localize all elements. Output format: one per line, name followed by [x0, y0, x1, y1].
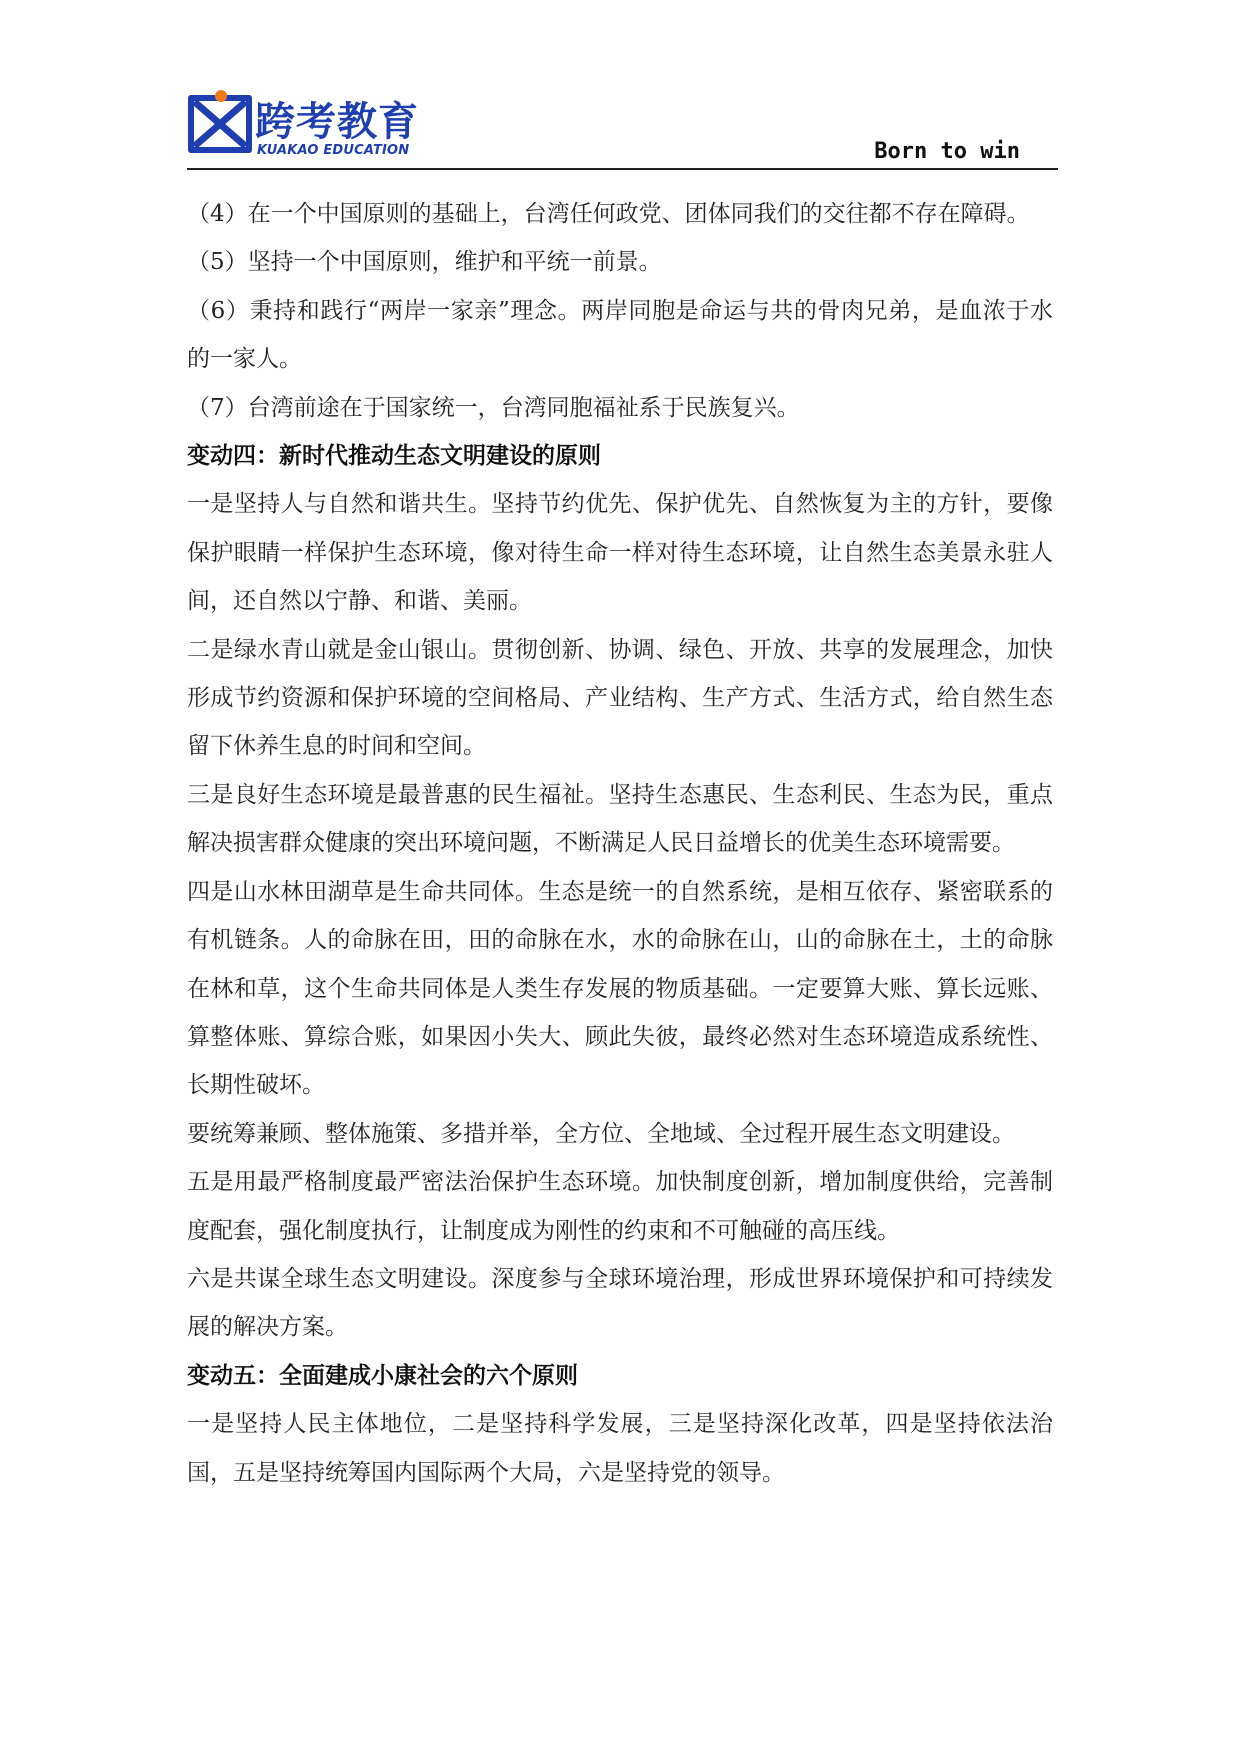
paragraph: 六是共谋全球生态文明建设。深度参与全球环境治理，形成世界环境保护和可持续发展的解决方案。: [187, 1265, 1053, 1341]
section-heading: 变动四：新时代推动生态文明建设的原则: [187, 443, 601, 470]
paragraph: （5）坚持一个中国原则，维护和平统一前景。: [187, 249, 662, 276]
page-header: [187, 78, 1058, 170]
logo-emblem-icon: [187, 88, 253, 154]
paragraph: 一是坚持人民主体地位，二是坚持科学发展，三是坚持深化改革，四是坚持依法治国，五是坚持统筹国内国际两个大局，六是坚持党的领导。: [187, 1411, 1053, 1486]
header-slogan: Born to win: [874, 139, 1020, 164]
header-divider: [187, 168, 1058, 170]
paragraph: 一是坚持人与自然和谐共生。坚持节约优先、保护优先、自然恢复为主的方针，要像保护眼睛一样保护生态环境，像对待生命一样对待生态环境，让自然生态美景永驻人间，还自然以宁静、和谐、美丽。: [187, 491, 1053, 615]
logo-english-text: KUAKAO EDUCATION: [257, 143, 410, 158]
logo-chinese-text: 跨考教育: [255, 99, 419, 145]
paragraph: 五是用最严格制度最严密法治保护生态环境。加快制度创新，增加制度供给，完善制度配套，强化制度执行，让制度成为刚性的约束和不可触碰的高压线。: [187, 1169, 1053, 1244]
paragraph: 三是良好生态环境是最普惠的民生福祉。坚持生态惠民、生态利民、生态为民，重点解决损害群众健康的突出环境问题，不断满足人民日益增长的优美生态环境需要。: [187, 781, 1053, 857]
paragraph: 四是山水林田湖草是生命共同体。生态是统一的自然系统，是相互依存、紧密联系的有机链条。人的命脉在田，田的命脉在水，水的命脉在山，山的命脉在土，土的命脉在林和草，这个生命共同体是人类生存发展的物质基础。一定要算大账、算长远账、算整体账、算综合账，如果因小失大、顾此失彼，最终必然对生态环境造成系统性、长期性破坏。: [187, 878, 1053, 1099]
paragraph: （7）台湾前途在于国家统一，台湾同胞福祉系于民族复兴。: [187, 394, 800, 421]
paragraph: （6）秉持和践行“两岸一家亲”理念。两岸同胞是命运与共的骨肉兄弟，是血浓于水的一家人。: [187, 297, 1053, 373]
paragraph: 要统筹兼顾、整体施策、多措并举，全方位、全地域、全过程开展生态文明建设。: [187, 1120, 1015, 1147]
document-body: [187, 190, 1053, 1497]
paragraph: （4）在一个中国原则的基础上，台湾任何政党、团体同我们的交往都不存在障碍。: [187, 201, 1030, 227]
paragraph: 二是绿水青山就是金山银山。贯彻创新、协调、绿色、开放、共享的发展理念，加快形成节约资源和保护环境的空间格局、产业结构、生产方式、生活方式，给自然生态留下休养生息的时间和空间。: [187, 636, 1053, 760]
section-heading: 变动五：全面建成小康社会的六个原则: [187, 1362, 578, 1389]
kuakao-logo: [187, 88, 437, 164]
